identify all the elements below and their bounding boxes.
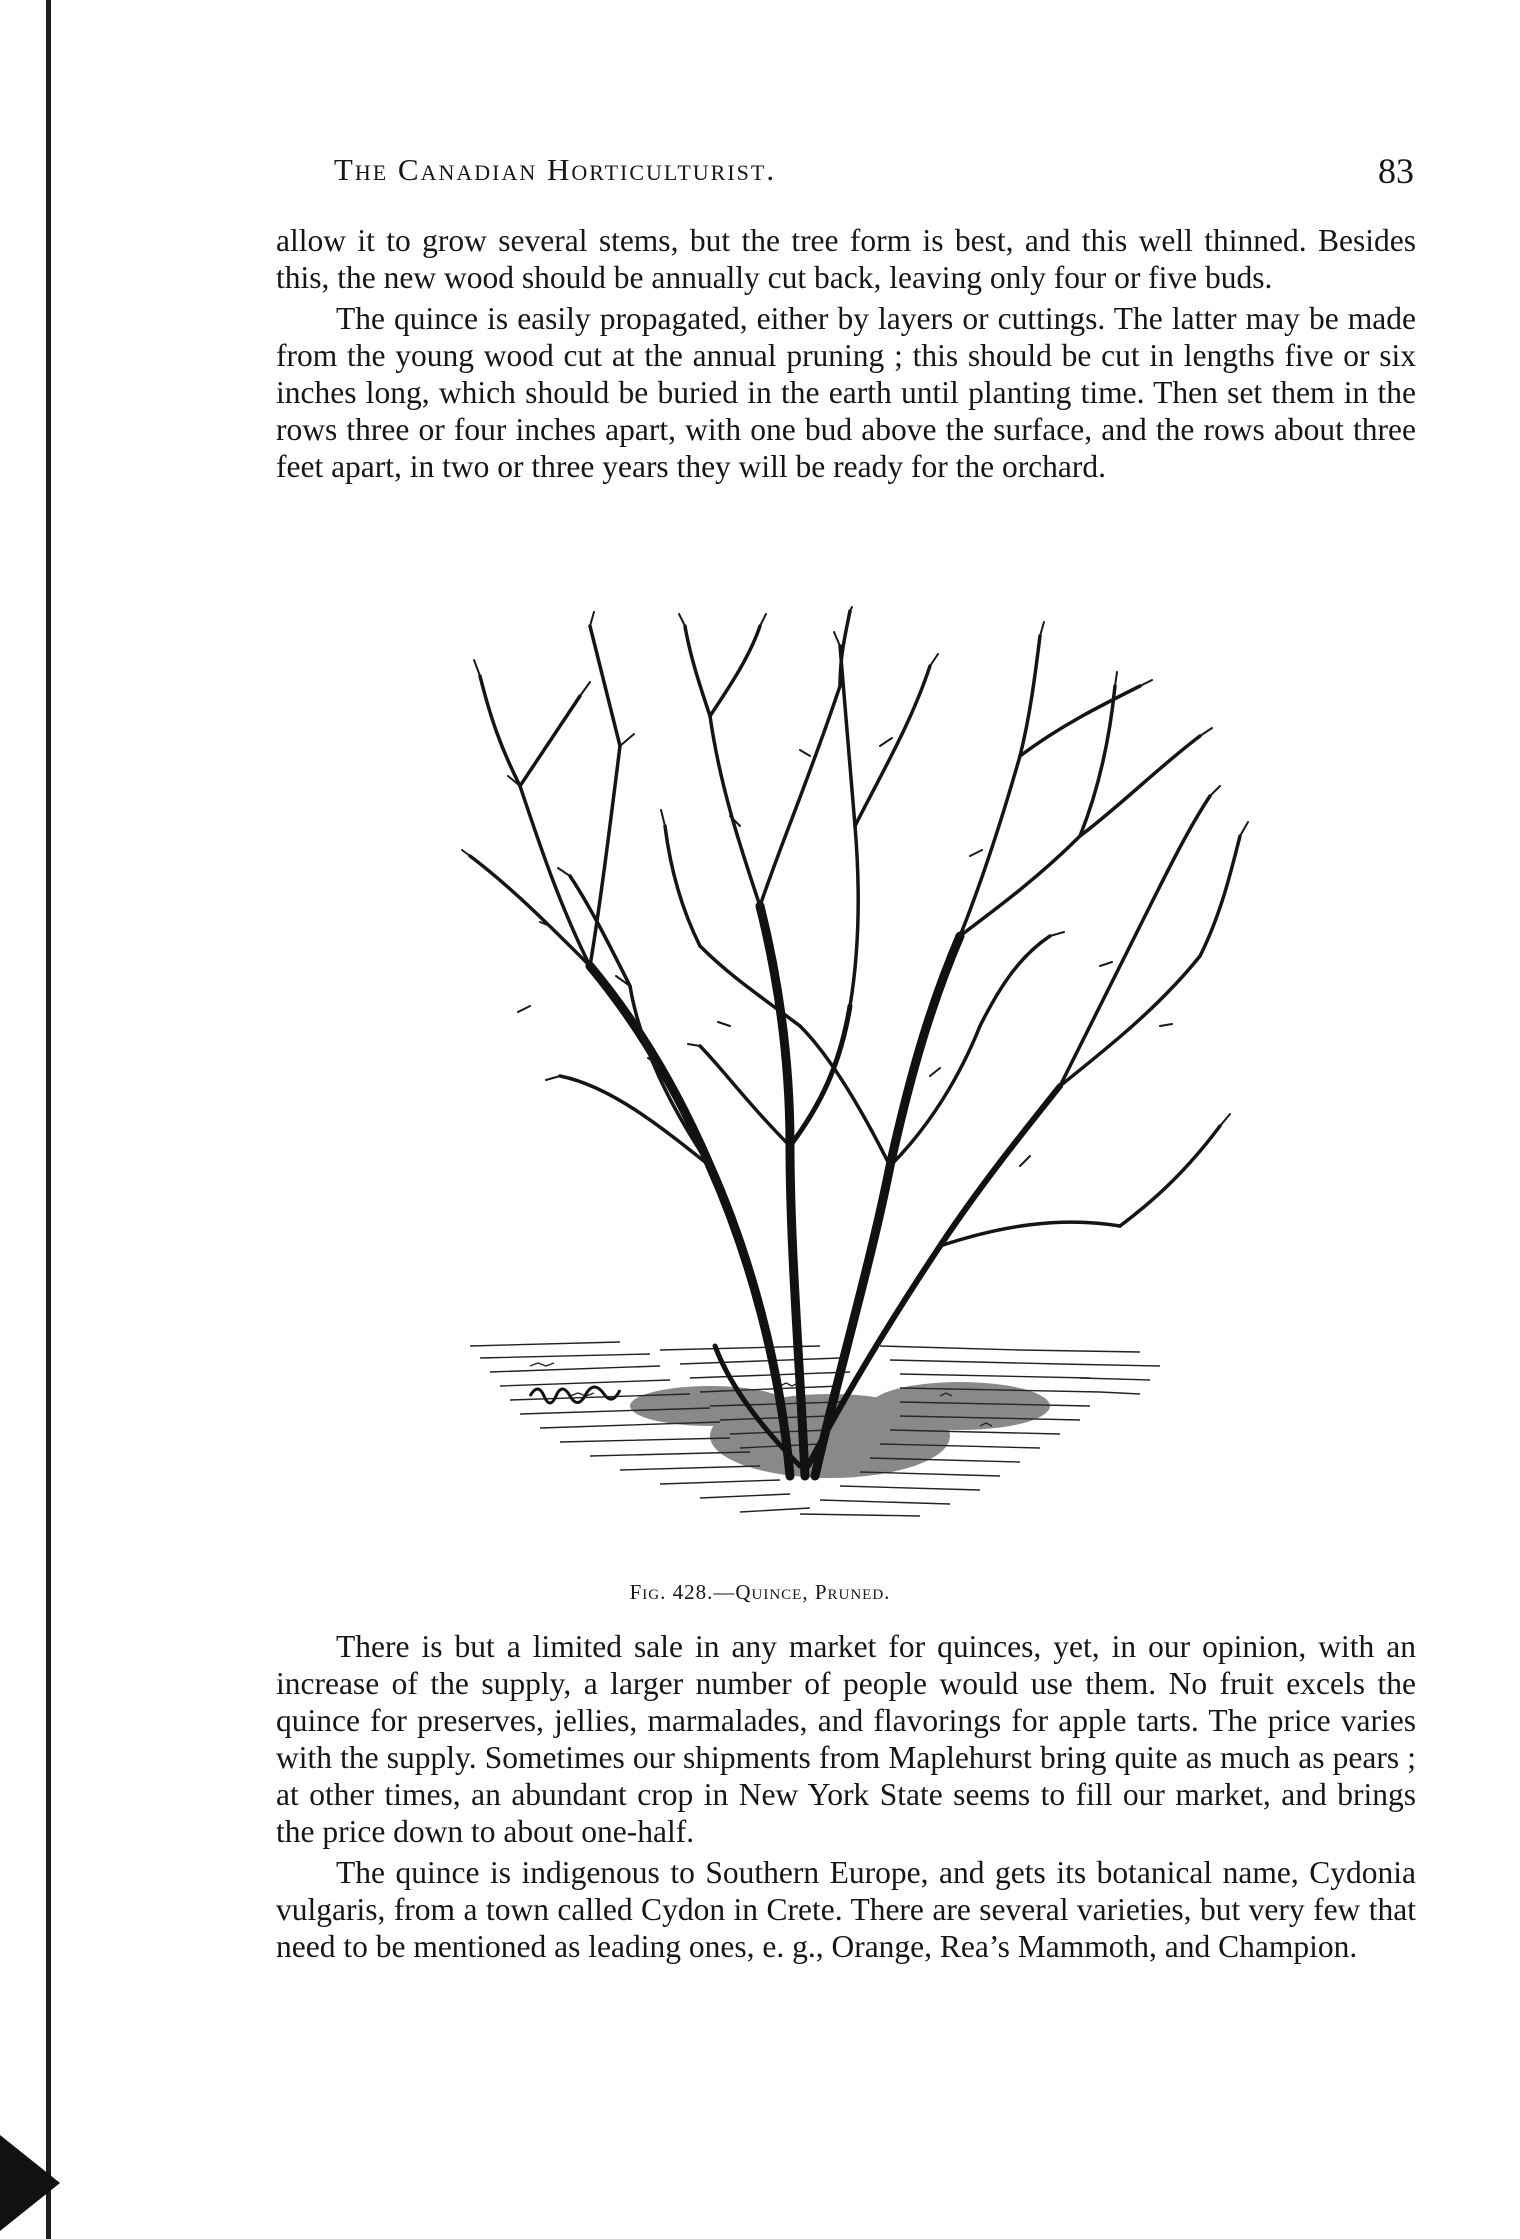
- body-text-top: [276, 222, 1416, 485]
- paragraph-origin: The quince is indigenous to Southern Europe, and gets its botanical name, Cydonia vulgaris, from a town called Cydon in Crete. There are several varieties, but very few that need to be mentioned as leading ones, e. g., Orange, Rea’s Mammoth, and Champion.: [276, 1855, 1416, 1964]
- page-gutter-edge: [46, 0, 51, 2239]
- quince-tree-illustration: [460, 606, 1260, 1586]
- figure-caption: Fig. 428.—Quince, Pruned.: [629, 1580, 891, 1604]
- scan-edge-shadow: [0, 2135, 60, 2231]
- paragraph-propagation: The quince is easily propagated, either by layers or cuttings. The latter may be made from the young wood cut at the annual pruning ; this should be cut in lengths five or six inches long, which should be buried in the earth until planting time. Then set them in the rows three or four inches apart, with one bud above the surface, and the rows about three feet apart, in two or three years they will be ready for the orchard.: [276, 301, 1416, 484]
- paragraph-market: There is but a limited sale in any market for quinces, yet, in our opinion, with an increase of the supply, a larger number of people would use them. No fruit excels the quince for preserves, jellies, marmalades, and flavorings for apple tarts. The price varies with the supply. Sometimes our shipments from Maplehurst bring quite as much as pears ; at other times, an abundant crop in New York State seems to fill our market, and brings the price down to about one-half.: [276, 1629, 1416, 1849]
- paragraph-continued: allow it to grow several stems, but the tree form is best, and this well thinned. Besides this, the new wood should be annually cut back, leaving only four or five buds.: [276, 223, 1416, 295]
- body-text-bottom: [276, 1628, 1416, 1965]
- page-number: 83: [1378, 151, 1414, 191]
- artist-signature: [530, 1387, 620, 1403]
- ground-shadow: [630, 1382, 1050, 1478]
- quince-tree-figure: [460, 606, 1260, 1586]
- tree-branches: [470, 611, 1240, 1246]
- running-head: The Canadian Horticulturist.: [333, 152, 777, 187]
